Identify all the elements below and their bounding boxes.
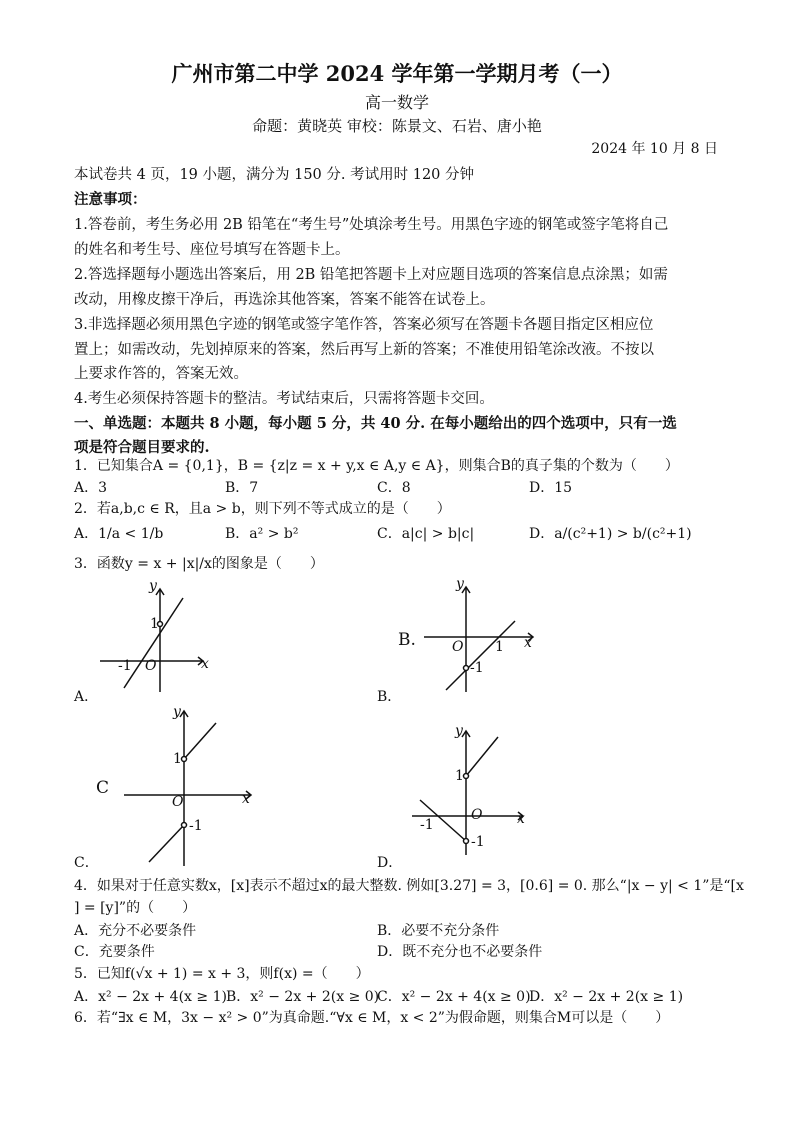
notes-heading: 注意事项： bbox=[74, 191, 147, 208]
graph-a bbox=[100, 589, 203, 692]
note-line: 4.考生必须保持答题卡的整洁。考试结束后，只需将答题卡交回。 bbox=[74, 391, 494, 407]
open-point-bottom bbox=[182, 823, 187, 828]
q2-option-d: D．a/(c²+1) > b/(c²+1) bbox=[529, 526, 692, 542]
q4-option-d: D．既不充分也不必要条件 bbox=[377, 944, 543, 960]
label-big-c: C bbox=[96, 778, 110, 798]
label-x: x bbox=[242, 791, 250, 807]
label-origin: O bbox=[471, 807, 483, 823]
q1-option-c: C．8 bbox=[377, 480, 411, 496]
open-point-top bbox=[182, 757, 187, 762]
q2-stem: 2．若a,b,c ∈ R，且a > b，则下列不等式成立的是（ ） bbox=[74, 501, 451, 517]
q1-option-b: B．7 bbox=[225, 480, 259, 496]
q2-option-c: C．a|c| > b|c| bbox=[377, 526, 475, 542]
q2-option-b: B．a² > b² bbox=[225, 526, 299, 542]
exam-date: 2024 年 10 月 8 日 bbox=[591, 141, 718, 157]
exam-authors: 命题：黄晓英 审校：陈景文、石岩、唐小艳 bbox=[252, 117, 542, 135]
graph-line bbox=[124, 598, 183, 688]
section-heading: 项是符合题目要求的. bbox=[74, 439, 210, 456]
label-neg-one: -1 bbox=[189, 818, 203, 834]
label-y: y bbox=[149, 578, 157, 594]
label-origin: O bbox=[145, 658, 157, 674]
note-line: 的姓名和考生号、座位号填写在答题卡上。 bbox=[74, 242, 350, 258]
label-x: x bbox=[524, 635, 532, 651]
graph-c bbox=[124, 711, 251, 866]
note-line: 3.非选择题必须用黑色字迹的钢笔或签字笔作答，答案必须写在答题卡各题目指定区相应位 bbox=[74, 317, 654, 333]
open-point bbox=[464, 666, 469, 671]
q1-stem: 1．已知集合A = {0,1}，B = {z|z = x + y,x ∈ A,y ∈ A}，则集合B的真子集的个数为（ ） bbox=[74, 458, 679, 474]
q5-stem: 5．已知f(√x + 1) = x + 3，则f(x) =（ ） bbox=[74, 966, 370, 982]
label-origin: O bbox=[452, 639, 464, 655]
label-neg-one: -1 bbox=[118, 658, 132, 674]
label-neg-one: -1 bbox=[471, 834, 485, 850]
intro-text: 本试卷共 4 页，19 小题，满分为 150 分. 考试用时 120 分钟 bbox=[74, 167, 475, 183]
q4-option-c: C．充要条件 bbox=[74, 944, 155, 960]
q5-option-c: C．x² − 2x + 4(x ≥ 0) bbox=[377, 989, 531, 1005]
label-one: 1 bbox=[173, 751, 182, 767]
q3-option-c: C． bbox=[74, 855, 99, 871]
q2-option-a: A．1/a < 1/b bbox=[74, 526, 164, 542]
q1-option-d: D．15 bbox=[529, 480, 573, 496]
q3-option-d: D． bbox=[377, 855, 403, 871]
q3-stem: 3．函数y = x + |x|/x的图象是（ ） bbox=[74, 556, 324, 572]
label-one: 1 bbox=[150, 616, 159, 632]
q4-option-a: A．充分不必要条件 bbox=[74, 923, 197, 939]
note-line: 上要求作答的，答案无效。 bbox=[74, 366, 248, 382]
graph-right-branch bbox=[466, 737, 498, 776]
label-x: x bbox=[517, 811, 525, 827]
graph-b bbox=[424, 587, 533, 692]
q3-option-b: B． bbox=[377, 689, 402, 705]
q4-option-b: B．必要不充分条件 bbox=[377, 923, 500, 939]
exam-subtitle: 高一数学 bbox=[364, 93, 429, 112]
section-heading: 一、单选题：本题共 8 小题，每小题 5 分，共 40 分. 在每小题给出的四个选项中，只有一选 bbox=[74, 415, 677, 432]
label-neg-one: -1 bbox=[420, 817, 434, 833]
q5-option-d: D．x² − 2x + 2(x ≥ 1) bbox=[529, 989, 684, 1005]
label-one: 1 bbox=[455, 768, 464, 784]
note-line: 2.答选择题每小题选出答案后，用 2B 铅笔把答题卡上对应题目选项的答案信息点涂黑；如需 bbox=[74, 267, 668, 283]
exam-title: 广州市第二中学 2024 学年第一学期月考（一） bbox=[171, 61, 623, 86]
label-one: 1 bbox=[495, 639, 504, 655]
label-y: y bbox=[173, 704, 181, 720]
label-origin: O bbox=[172, 794, 184, 810]
q5-option-b: B．x² − 2x + 2(x ≥ 0) bbox=[226, 989, 380, 1005]
label-neg-one: -1 bbox=[470, 660, 484, 676]
label-big-b: B. bbox=[398, 630, 416, 650]
label-x: x bbox=[201, 656, 209, 672]
note-line: 置上；如需改动，先划掉原来的答案，然后再写上新的答案；不准使用铅笔涂改液。不按以 bbox=[74, 342, 654, 358]
q1-option-a: A．3 bbox=[74, 480, 108, 496]
graph-line bbox=[446, 621, 515, 690]
q4-stem: 4．如果对于任意实数x，[x]表示不超过x的最大整数. 例如[3.27] = 3，[0.6] = 0. 那么“|x − y| < 1”是“[x bbox=[74, 878, 744, 894]
graph-left-branch bbox=[149, 825, 184, 862]
note-line: 改动，用橡皮擦干净后，再选涂其他答案，答案不能答在试卷上。 bbox=[74, 292, 495, 308]
q5-option-a: A．x² − 2x + 4(x ≥ 1) bbox=[74, 989, 227, 1005]
graph-right-branch bbox=[184, 723, 216, 759]
open-point-top bbox=[464, 774, 469, 779]
note-line: 1.答卷前，考生务必用 2B 铅笔在“考生号”处填涂考生号。用黑色字迹的钢笔或签字笔将自己 bbox=[74, 217, 669, 233]
q6-stem: 6．若“∃x ∈ M，3x − x² > 0”为真命题.“∀x ∈ M，x < 2”为假命题，则集合M可以是（ ） bbox=[74, 1010, 670, 1026]
graph-d bbox=[412, 731, 523, 855]
label-y: y bbox=[455, 723, 463, 739]
label-y: y bbox=[456, 576, 464, 592]
q3-option-a: A． bbox=[74, 689, 99, 705]
q4-stem-cont: ] = [y]”的（ ） bbox=[74, 900, 197, 916]
open-point-bottom bbox=[464, 839, 469, 844]
